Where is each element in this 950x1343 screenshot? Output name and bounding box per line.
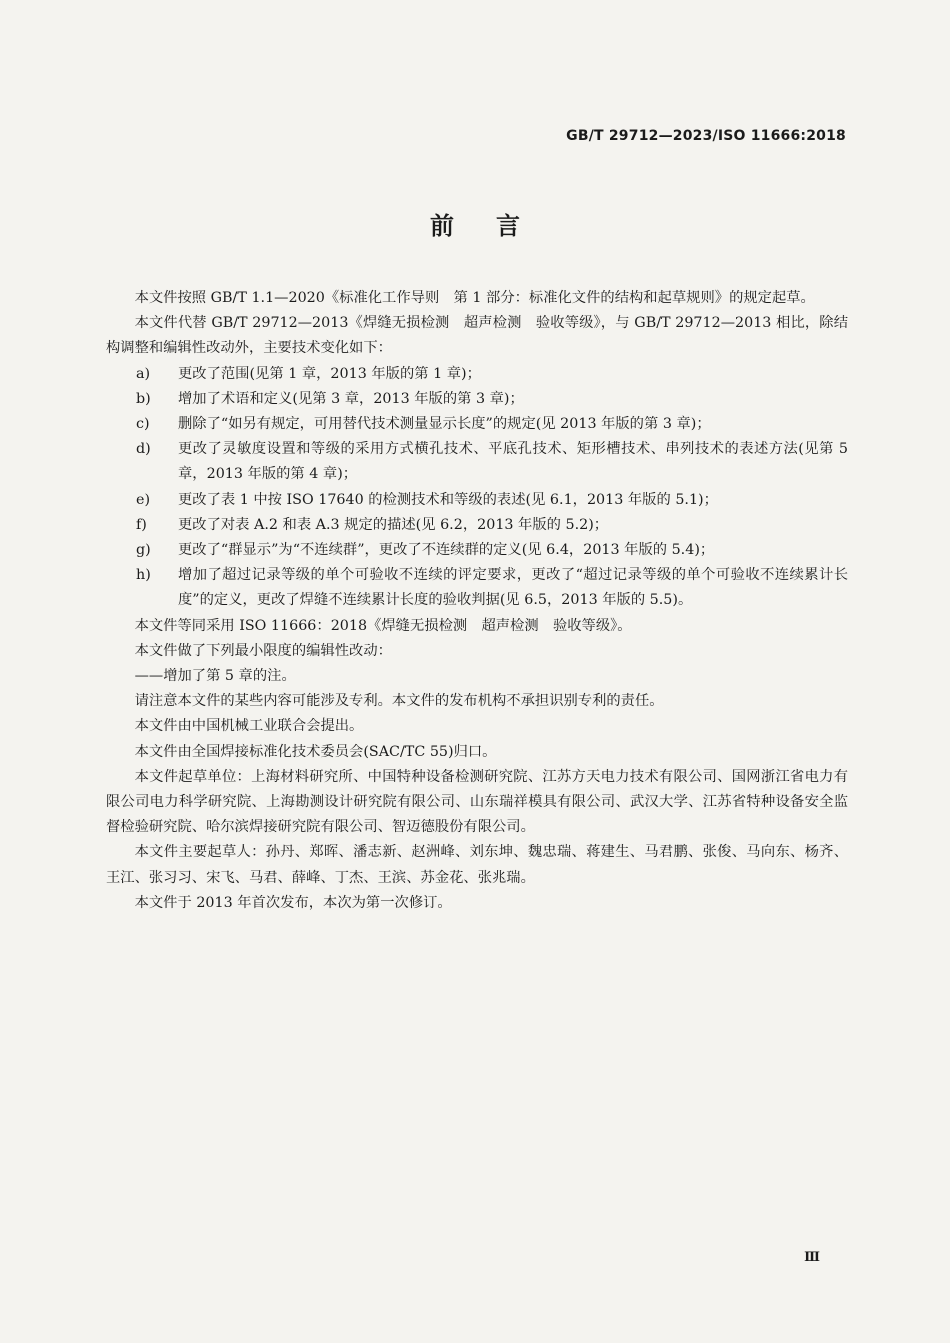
paragraph-replacement: 本文件代替 GB/T 29712—2013《焊缝无损检测 超声检测 验收等级》，与 GB/T 29712—2013 相比，除结构调整和编辑性改动外，主要技术变化如下： (106, 315, 848, 357)
page-title: 前言 (430, 212, 562, 240)
paragraph-drafters: 本文件主要起草人：孙丹、郑晖、潘志新、赵洲峰、刘东坤、魏忠瑞、蒋建生、马君鹏、张俊、马向东、杨齐、王江、张习习、宋飞、马君、薛峰、丁杰、王滨、苏金花、张兆瑞。 (106, 844, 848, 886)
list-item (106, 563, 848, 613)
list-item-label: g) (136, 542, 151, 559)
list-item (106, 513, 848, 538)
paragraph-technical-committee: 本文件由全国焊接标准化技术委员会(SAC/TC 55)归口。 (134, 743, 497, 760)
list-item-text: 增加了超过记录等级的单个可验收不连续的评定要求，更改了“超过记录等级的单个可验收不连续累计长度”的定义，更改了焊缝不连续累计长度的验收判据(见 6.5，2013 年版的 5.5)。 (178, 567, 848, 609)
list-item-text: 删除了“如另有规定，可用替代技术测量显示长度”的规定(见 2013 年版的第 3 章)； (178, 416, 711, 433)
list-item-text: 更改了灵敏度设置和等级的采用方式横孔技术、平底孔技术、矩形槽技术、串列技术的表述方法(见第 5 章，2013 年版的第 4 章)； (178, 441, 848, 483)
list-item (106, 538, 848, 563)
list-item-text: 更改了“群显示”为“不连续群”，更改了不连续群的定义(见 6.4，2013 年版的 5.4)； (178, 542, 715, 559)
standard-code: GB/T 29712—2023/ISO 11666:2018 (566, 128, 846, 144)
list-item-label: h) (136, 567, 151, 584)
list-item (106, 387, 848, 412)
list-item (106, 437, 848, 487)
changes-list (106, 362, 848, 614)
paragraph-patent-notice: 请注意本文件的某些内容可能涉及专利。本文件的发布机构不承担识别专利的责任。 (134, 693, 664, 710)
document-body (106, 286, 848, 916)
list-item-label: e) (136, 491, 151, 508)
list-item-text: 更改了范围(见第 1 章，2013 年版的第 1 章)； (178, 365, 481, 382)
dash-item: ——增加了第 5 章的注。 (134, 668, 296, 685)
list-item-label: f) (136, 516, 147, 533)
list-item-label: d) (136, 441, 151, 458)
list-item-label: c) (136, 416, 150, 433)
paragraph-editorial-changes: 本文件做了下列最小限度的编辑性改动： (134, 642, 392, 659)
paragraph-drafting-units: 本文件起草单位：上海材料研究所、中国特种设备检测研究院、江苏方天电力技术有限公司、国网浙江省电力有限公司电力科学研究院、上海勘测设计研究院有限公司、山东瑞祥模具有限公司、武汉大学、江苏省特种设备安全监督检验研究院、哈尔滨焊接研究院有限公司、智迈德股份有限公司。 (106, 768, 848, 836)
list-item (106, 362, 848, 387)
list-item-text: 增加了术语和定义(见第 3 章，2013 年版的第 3 章)； (178, 390, 524, 407)
list-item-text: 更改了表 1 中按 ISO 17640 的检测技术和等级的表述(见 6.1，2013 年版的 5.1)； (178, 491, 718, 508)
list-item-label: b) (136, 390, 151, 407)
list-item (106, 412, 848, 437)
page-number: Ⅲ (804, 1250, 820, 1265)
list-item-text: 更改了对表 A.2 和表 A.3 规定的描述(见 6.2，2013 年版的 5.2)； (178, 516, 609, 533)
paragraph-iso-adoption: 本文件等同采用 ISO 11666：2018《焊缝无损检测 超声检测 验收等级》。 (134, 617, 632, 634)
list-item (106, 488, 848, 513)
paragraph-proposed-by: 本文件由中国机械工业联合会提出。 (134, 718, 364, 735)
list-item-label: a) (136, 365, 151, 382)
paragraph-drafting-rules: 本文件按照 GB/T 1.1—2020《标准化工作导则 第 1 部分：标准化文件的结构和起草规则》的规定起草。 (134, 290, 815, 306)
paragraph-revision-history: 本文件于 2013 年首次发布，本次为第一次修订。 (134, 894, 452, 911)
